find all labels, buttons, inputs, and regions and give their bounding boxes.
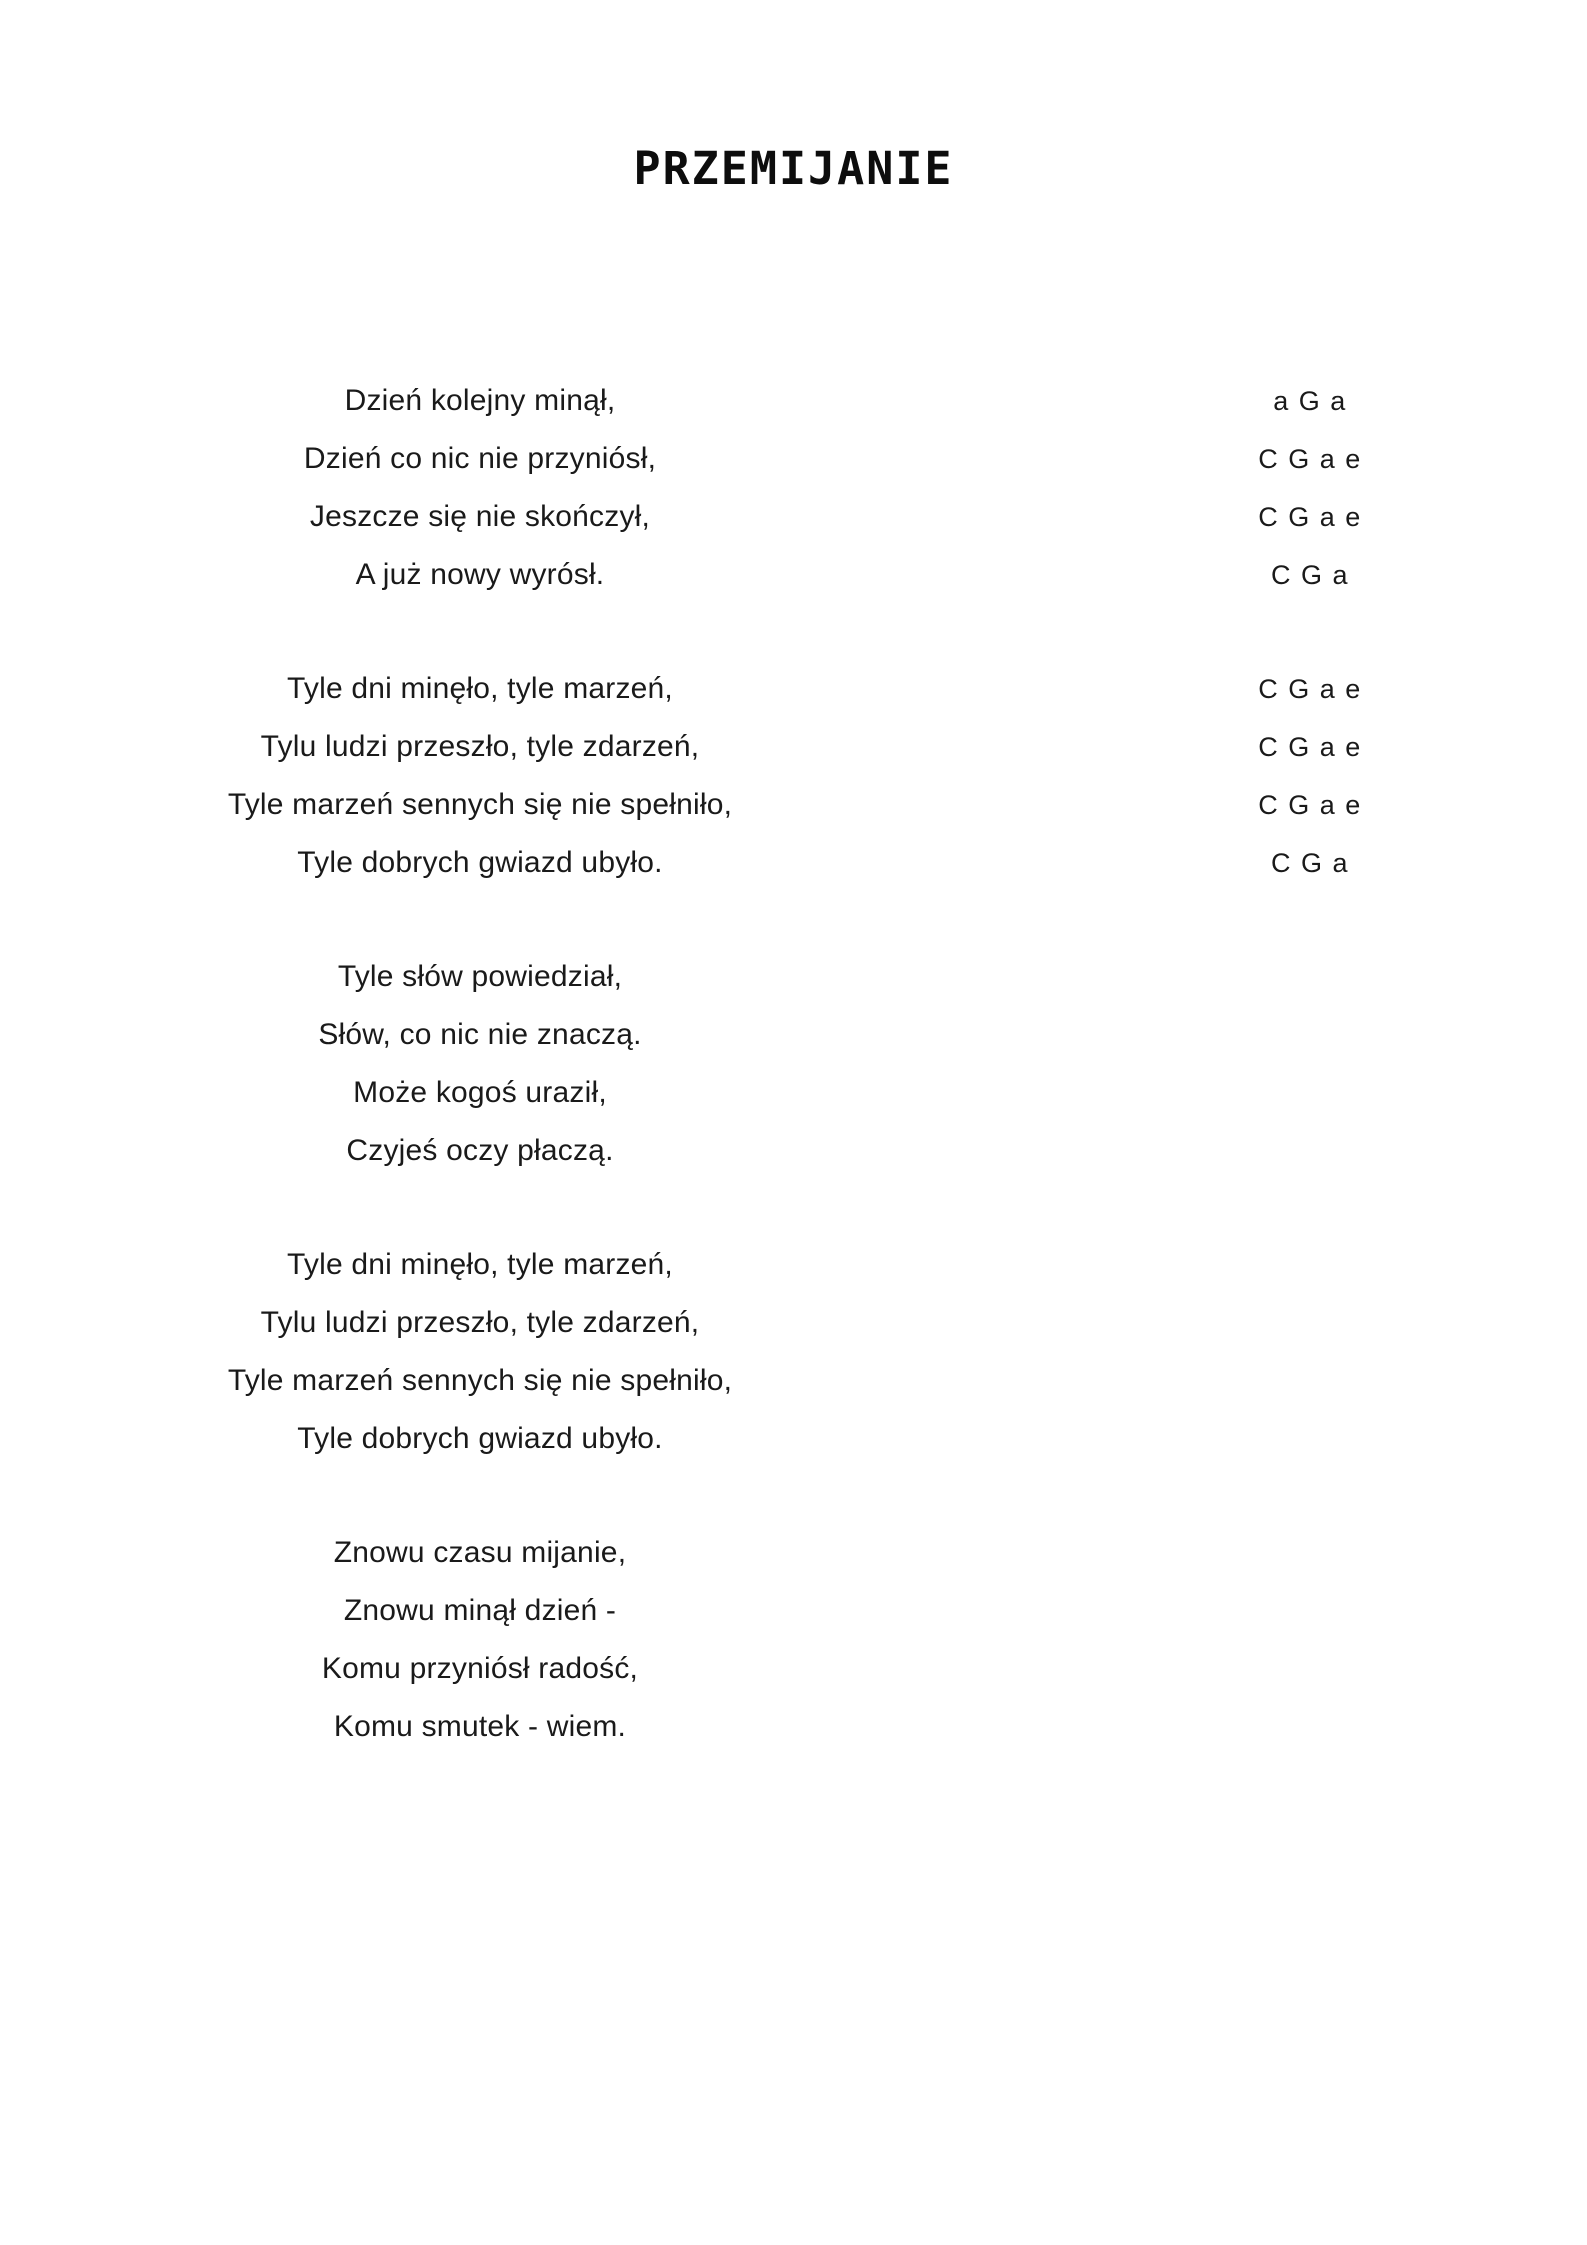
chord-line: a G a bbox=[1273, 386, 1347, 416]
chord-line: C G a e bbox=[1258, 790, 1362, 820]
chords-block bbox=[1150, 660, 1470, 892]
page-title: PRZEMIJANIE bbox=[633, 142, 954, 196]
lyric-line: Dzień co nic nie przyniósł, bbox=[303, 442, 657, 475]
song-body bbox=[0, 372, 1587, 1812]
stanza bbox=[0, 372, 1587, 604]
lyric-line: Tyle dni minęło, tyle marzeń, bbox=[287, 672, 673, 705]
chord-line: C G a e bbox=[1258, 674, 1362, 704]
lyric-line: Czyjeś oczy płaczą. bbox=[346, 1134, 614, 1167]
chord-line: C G a e bbox=[1258, 502, 1362, 532]
lyric-line: Komu przyniósł radość, bbox=[321, 1652, 639, 1685]
stanza bbox=[0, 1236, 1587, 1468]
lyrics-block bbox=[0, 1524, 960, 1756]
lyrics-block bbox=[0, 660, 960, 892]
lyric-line: Dzień kolejny minął, bbox=[344, 384, 616, 417]
lyric-line: Tylu ludzi przeszło, tyle zdarzeń, bbox=[260, 1306, 700, 1339]
lyric-line: Tyle dobrych gwiazd ubyło. bbox=[297, 1422, 663, 1455]
lyrics-block bbox=[0, 1236, 960, 1468]
chord-line: C G a e bbox=[1258, 444, 1362, 474]
chord-line: C G a bbox=[1270, 848, 1350, 878]
lyric-line: Tylu ludzi przeszło, tyle zdarzeń, bbox=[260, 730, 700, 763]
lyric-line: Jeszcze się nie skończył, bbox=[309, 500, 651, 533]
lyrics-block bbox=[0, 948, 960, 1180]
chord-line: C G a e bbox=[1258, 732, 1362, 762]
stanza bbox=[0, 948, 1587, 1180]
lyric-line: Znowu czasu mijanie, bbox=[333, 1536, 627, 1569]
lyric-line: Znowu minął dzień - bbox=[343, 1594, 617, 1627]
lyric-line: Tyle słów powiedział, bbox=[337, 960, 623, 993]
lyric-line: Komu smutek - wiem. bbox=[333, 1710, 627, 1743]
chords-block bbox=[1150, 372, 1470, 604]
lyric-line: Tyle dni minęło, tyle marzeń, bbox=[287, 1248, 673, 1281]
lyric-line: Tyle marzeń sennych się nie spełniło, bbox=[227, 1364, 733, 1397]
lyric-line: A już nowy wyrósł. bbox=[355, 558, 605, 591]
lyric-line: Może kogoś uraził, bbox=[353, 1076, 607, 1109]
lyric-line: Słów, co nic nie znaczą. bbox=[318, 1018, 642, 1051]
lyrics-block bbox=[0, 372, 960, 604]
lyric-line: Tyle dobrych gwiazd ubyło. bbox=[297, 846, 663, 879]
stanza bbox=[0, 660, 1587, 892]
chord-line: C G a bbox=[1270, 560, 1350, 590]
stanza bbox=[0, 1524, 1587, 1756]
lyric-line: Tyle marzeń sennych się nie spełniło, bbox=[227, 788, 733, 821]
